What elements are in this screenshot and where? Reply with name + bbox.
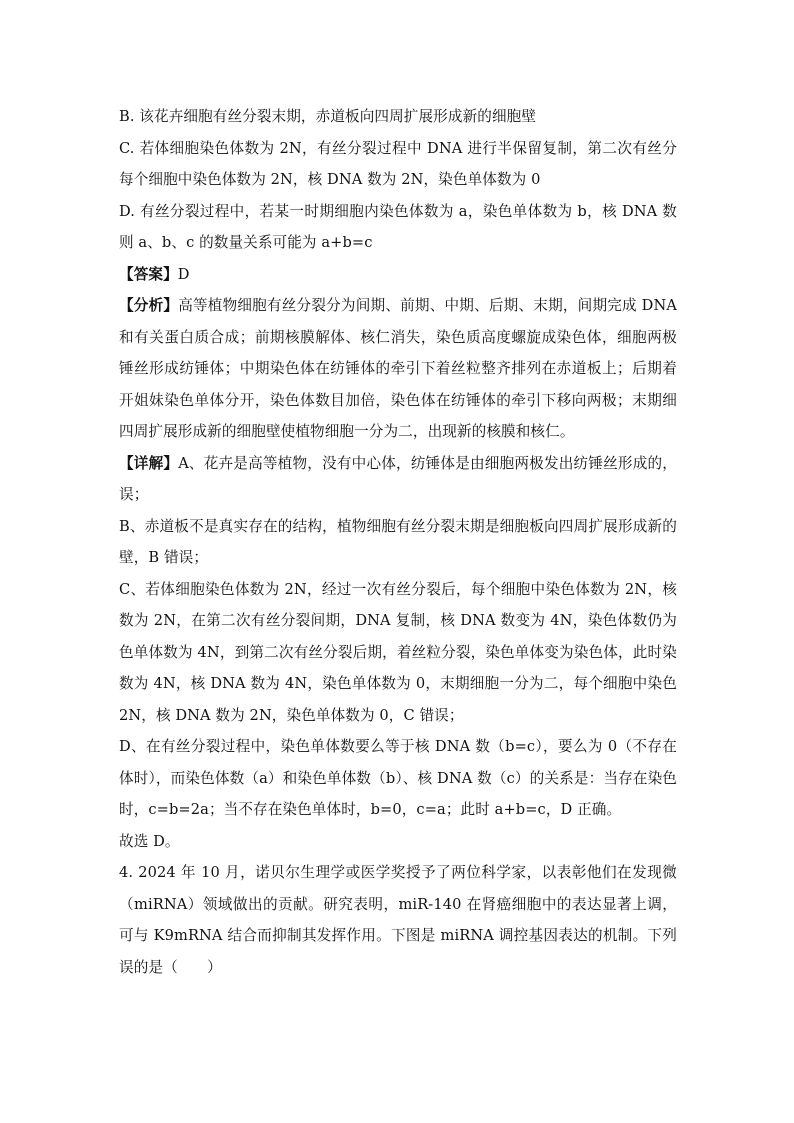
analysis-line-1 xyxy=(119,290,677,322)
detail-d-line-3: 时，c=b=2a；当不存在染色单体时，b=0，c=a；此时 a+b=c，D 正确。 xyxy=(119,801,622,818)
detail-b-line-1: B、赤道板不是真实存在的结构，植物细胞有丝分裂末期是细胞板向四周扩展形成新的 xyxy=(119,517,677,535)
analysis-line-5: 四周扩展形成新的细胞壁使植物细胞一分为二，出现新的核膜和核仁。 xyxy=(119,423,575,440)
answer-tag: 【答案】 xyxy=(119,265,178,283)
detail-a-line-1 xyxy=(119,448,677,480)
question-4-line-4: 误的是（ ） xyxy=(119,958,222,976)
question-4-line-3: 可与 K9mRNA 结合而抑制其发挥作用。下图是 miRNA 调控基因表达的机制。下列 xyxy=(119,927,677,944)
option-d-line-1: D. 有丝分裂过程中，若某一时期细胞内染色体数为 a，染色单体数为 b，核 DNA 数 xyxy=(119,202,677,220)
analysis-tag: 【分析】 xyxy=(119,297,179,314)
option-b: B. 该花卉细胞有丝分裂末期，赤道板向四周扩展形成新的细胞壁 xyxy=(119,108,537,125)
detail-c-line-2: 数为 2N，在第二次有丝分裂间期，DNA 复制，核 DNA 数变为 4N，染色体数仍为 xyxy=(119,612,677,629)
detail-c-line-4: 数为 4N，核 DNA 数为 4N，染色单体数为 0，末期细胞一分为二，每个细胞中染色 xyxy=(119,675,677,692)
conclusion-line: 故选 D。 xyxy=(119,832,180,850)
question-4-line-1: 4. 2024 年 10 月，诺贝尔生理学或医学奖授予了两位科学家，以表彰他们在发现微 xyxy=(119,864,677,881)
document-page xyxy=(119,101,677,983)
option-d-line-2: 则 a、b、c 的数量关系可能为 a+b=c xyxy=(119,234,373,251)
detail-c-line-3: 色单体数为 4N，到第二次有丝分裂后期，着丝粒分裂，染色单体变为染色体，此时染 xyxy=(119,643,677,661)
detail-a-text-1: A、花卉是高等植物，没有中心体，纺锤体是由细胞两极发出纺锤丝形成的， xyxy=(178,454,677,472)
answer-value: D xyxy=(177,265,190,283)
detail-c-line-1: C、若体细胞染色体数为 2N，经过一次有丝分裂后，每个细胞中染色体数为 2N，核 xyxy=(119,580,677,598)
detail-d-line-2: 体时），而染色体数（a）和染色单体数（b）、核 DNA 数（c）的关系是：当存在染色 xyxy=(119,769,677,787)
analysis-line-4: 开姐妹染色单体分开，染色体数目加倍，染色体在纺锤体的牵引下移向两极；末期细 xyxy=(119,391,677,409)
analysis-text-1: 高等植物细胞有丝分裂分为间期、前期、中期、后期、末期，间期完成 DNA xyxy=(178,297,677,314)
option-c-line-2: 每个细胞中染色体数为 2N，核 DNA 数为 2N，染色单体数为 0 xyxy=(119,171,541,188)
detail-tag: 【详解】 xyxy=(119,454,179,472)
answer-line xyxy=(119,259,677,291)
detail-b-line-2: 壁，B 错误； xyxy=(119,549,209,566)
detail-c-line-5: 2N，核 DNA 数为 2N，染色单体数为 0，C 错误； xyxy=(119,706,464,724)
question-4-line-2: （miRNA）领域做出的贡献。研究表明，miR-140 在肾癌细胞中的表达显著上调， xyxy=(119,895,677,913)
option-c-line-1: C. 若体细胞染色体数为 2N，有丝分裂过程中 DNA 进行半保留复制，第二次有丝分 xyxy=(119,139,677,157)
analysis-line-3: 锤丝形成纺锤体；中期染色体在纺锤体的牵引下着丝粒整齐排列在赤道板上；后期着 xyxy=(119,360,677,377)
detail-a-line-2: 误； xyxy=(119,486,149,503)
detail-d-line-1: D、在有丝分裂过程中，染色单体数要么等于核 DNA 数（b=c），要么为 0（不存在 xyxy=(119,738,677,755)
analysis-line-2: 和有关蛋白质合成；前期核膜解体、核仁消失，染色质高度螺旋成染色体，细胞两极 xyxy=(119,328,677,346)
